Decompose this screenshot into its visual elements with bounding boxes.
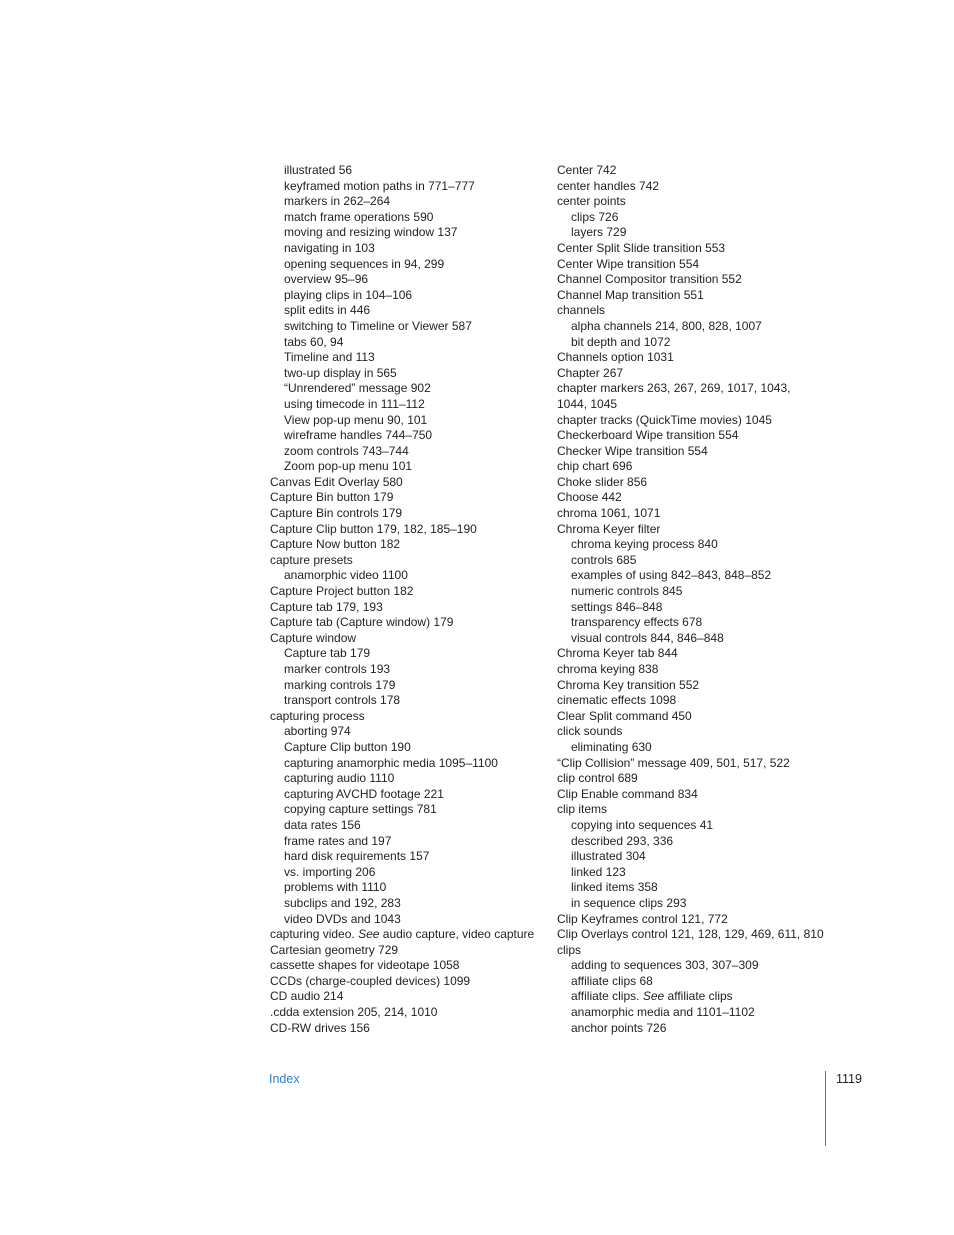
index-entry: Clear Split command 450 <box>557 708 692 723</box>
index-entry: chip chart 696 <box>557 459 633 474</box>
index-subentry: problems with 1110 <box>284 880 387 895</box>
index-subentry: using timecode in 111–112 <box>284 396 425 411</box>
index-subentry: aborting 974 <box>284 724 351 739</box>
index-subentry: layers 729 <box>571 225 627 240</box>
footer-section-label: Index <box>269 1072 300 1086</box>
index-subentry: adding to sequences 303, 307–309 <box>571 958 759 973</box>
index-entry: cassette shapes for videotape 1058 <box>270 958 460 973</box>
index-entry: Canvas Edit Overlay 580 <box>270 474 403 489</box>
index-entry: Center 742 <box>557 163 617 177</box>
index-subentry: copying into sequences 41 <box>571 817 714 832</box>
index-subentry: Timeline and 113 <box>284 350 375 365</box>
index-entry: .cdda extension 205, 214, 1010 <box>270 1005 438 1020</box>
index-subentry: overview 95–96 <box>284 272 369 287</box>
index-subentry: visual controls 844, 846–848 <box>571 630 724 645</box>
index-entry: clip items <box>557 802 608 817</box>
index-subentry: subclips and 192, 283 <box>284 895 401 910</box>
index-entry: Channels option 1031 <box>557 350 674 365</box>
index-subentry: anamorphic video 1100 <box>284 568 408 583</box>
index-entry: chroma 1061, 1071 <box>557 506 661 521</box>
index-entry: Channel Compositor transition 552 <box>557 272 742 287</box>
index-subentry: switching to Timeline or Viewer 587 <box>284 318 472 333</box>
index-entry: Cartesian geometry 729 <box>270 942 399 957</box>
index-subentry: illustrated 56 <box>284 163 353 177</box>
index-subentry: split edits in 446 <box>284 303 371 318</box>
see-reference: See <box>358 927 380 942</box>
index-entry: “Clip Collision” message 409, 501, 517, 522 <box>557 755 790 770</box>
index-subentry: linked items 358 <box>571 880 658 895</box>
index-subentry: anchor points 726 <box>571 1020 667 1035</box>
index-subentry: marking controls 179 <box>284 677 396 692</box>
index-entry: center handles 742 <box>557 178 660 193</box>
index-entry: Capture window <box>270 630 357 645</box>
index-entry: Capture Bin button 179 <box>270 490 394 505</box>
index-subentry: wireframe handles 744–750 <box>284 428 433 443</box>
index-subentry: clips 726 <box>571 209 619 224</box>
index-entry: Channel Map transition 551 <box>557 287 704 302</box>
index-subentry: zoom controls 743–744 <box>284 443 409 458</box>
index-entry: Chapter 267 <box>557 365 624 380</box>
index-subentry: affiliate clips. See affiliate clips <box>571 989 733 1004</box>
index-subentry: markers in 262–264 <box>284 194 391 209</box>
index-entry: clip control 689 <box>557 771 638 786</box>
index-subentry: opening sequences in 94, 299 <box>284 256 445 271</box>
index-subentry: chroma keying process 840 <box>571 537 718 552</box>
index-subentry: match frame operations 590 <box>284 209 434 224</box>
index-subentry: affiliate clips 68 <box>571 973 653 988</box>
index-subentry: video DVDs and 1043 <box>284 911 401 926</box>
index-subentry: vs. importing 206 <box>284 864 376 879</box>
index-entry: channels <box>557 303 606 318</box>
page-number: 1119 <box>836 1072 862 1086</box>
index-subentry: linked 123 <box>571 864 626 879</box>
index-entry: Capture tab (Capture window) 179 <box>270 615 454 630</box>
index-subentry: anamorphic media and 1101–1102 <box>571 1005 755 1020</box>
index-subentry: described 293, 336 <box>571 833 674 848</box>
index-subentry: hard disk requirements 157 <box>284 849 430 864</box>
footer-divider <box>825 1071 826 1146</box>
index-entry: Checker Wipe transition 554 <box>557 443 708 458</box>
index-subentry: capturing audio 1110 <box>284 771 395 786</box>
index-entry: Choose 442 <box>557 490 622 505</box>
index-subentry: marker controls 193 <box>284 662 391 676</box>
index-subentry: tabs 60, 94 <box>284 334 344 349</box>
index-subentry: two-up display in 565 <box>284 365 397 380</box>
index-entry: Capture tab 179, 193 <box>270 599 383 614</box>
index-entry: capturing process <box>270 708 365 723</box>
index-entry: Chroma Keyer filter <box>557 521 661 536</box>
index-subentry: frame rates and 197 <box>284 833 392 848</box>
index-entry: Checkerboard Wipe transition 554 <box>557 428 739 443</box>
index-subentry: illustrated 304 <box>571 849 646 864</box>
index-subentry: copying capture settings 781 <box>284 802 437 817</box>
index-entry: Chroma Keyer tab 844 <box>557 646 678 661</box>
index-subentry: keyframed motion paths in 771–777 <box>284 178 475 193</box>
index-entry: Center Split Slide transition 553 <box>557 240 726 255</box>
index-subentry: Zoom pop-up menu 101 <box>284 459 413 474</box>
index-entry: clips <box>557 942 582 957</box>
index-entry: Clip Keyframes control 121, 772 <box>557 911 728 926</box>
index-subentry: playing clips in 104–106 <box>284 287 413 302</box>
index-subentry: Capture Clip button 190 <box>284 739 411 754</box>
index-entry: chapter tracks (QuickTime movies) 1045 <box>557 412 772 427</box>
index-entry: Capture Clip button 179, 182, 185–190 <box>270 521 477 536</box>
index-subentry: navigating in 103 <box>284 240 375 255</box>
index-entry: CCDs (charge-coupled devices) 1099 <box>270 973 471 988</box>
index-entry: Chroma Key transition 552 <box>557 677 700 692</box>
index-entry: Center Wipe transition 554 <box>557 256 700 271</box>
index-entry: CD-RW drives 156 <box>270 1020 370 1035</box>
index-entry: chapter markers 263, 267, 269, 1017, 1043, 1044, 1045 <box>557 381 791 411</box>
index-subentry: bit depth and 1072 <box>571 334 671 349</box>
index-column-right <box>557 163 824 1036</box>
index-subentry: moving and resizing window 137 <box>284 225 458 240</box>
index-subentry: numeric controls 845 <box>571 584 683 599</box>
index-entry: Capture Bin controls 179 <box>270 506 403 521</box>
index-subentry: data rates 156 <box>284 817 361 832</box>
index-subentry: in sequence clips 293 <box>571 895 687 910</box>
index-subentry: Capture tab 179 <box>284 646 371 661</box>
index-entry: click sounds <box>557 724 623 739</box>
index-subentry: “Unrendered” message 902 <box>284 381 431 396</box>
index-entry: CD audio 214 <box>270 989 344 1004</box>
index-subentry: View pop-up menu 90, 101 <box>284 412 428 427</box>
index-subentry: capturing AVCHD footage 221 <box>284 786 444 801</box>
index-entry: Clip Overlays control 121, 128, 129, 469, 611, 810 <box>557 927 824 942</box>
index-entry: Capture Now button 182 <box>270 537 401 552</box>
index-entry: Clip Enable command 834 <box>557 786 698 801</box>
index-subentry: eliminating 630 <box>571 739 652 754</box>
index-column-left <box>270 163 538 1036</box>
index-entry: center points <box>557 194 626 209</box>
index-subentry: transport controls 178 <box>284 693 401 708</box>
index-entry: cinematic effects 1098 <box>557 693 677 708</box>
index-entry: capture presets <box>270 552 353 567</box>
index-subentry: controls 685 <box>571 552 637 567</box>
index-subentry: capturing anamorphic media 1095–1100 <box>284 755 498 770</box>
index-subentry: alpha channels 214, 800, 828, 1007 <box>571 318 762 333</box>
index-entry: capturing video. See audio capture, video capture <box>270 927 535 942</box>
index-entry: Choke slider 856 <box>557 474 648 489</box>
see-reference: See <box>642 989 665 1004</box>
index-subentry: transparency effects 678 <box>571 615 703 630</box>
index-subentry: settings 846–848 <box>571 599 663 614</box>
index-entry: Capture Project button 182 <box>270 584 414 599</box>
index-entry: chroma keying 838 <box>557 662 659 676</box>
index-subentry: examples of using 842–843, 848–852 <box>571 568 772 583</box>
